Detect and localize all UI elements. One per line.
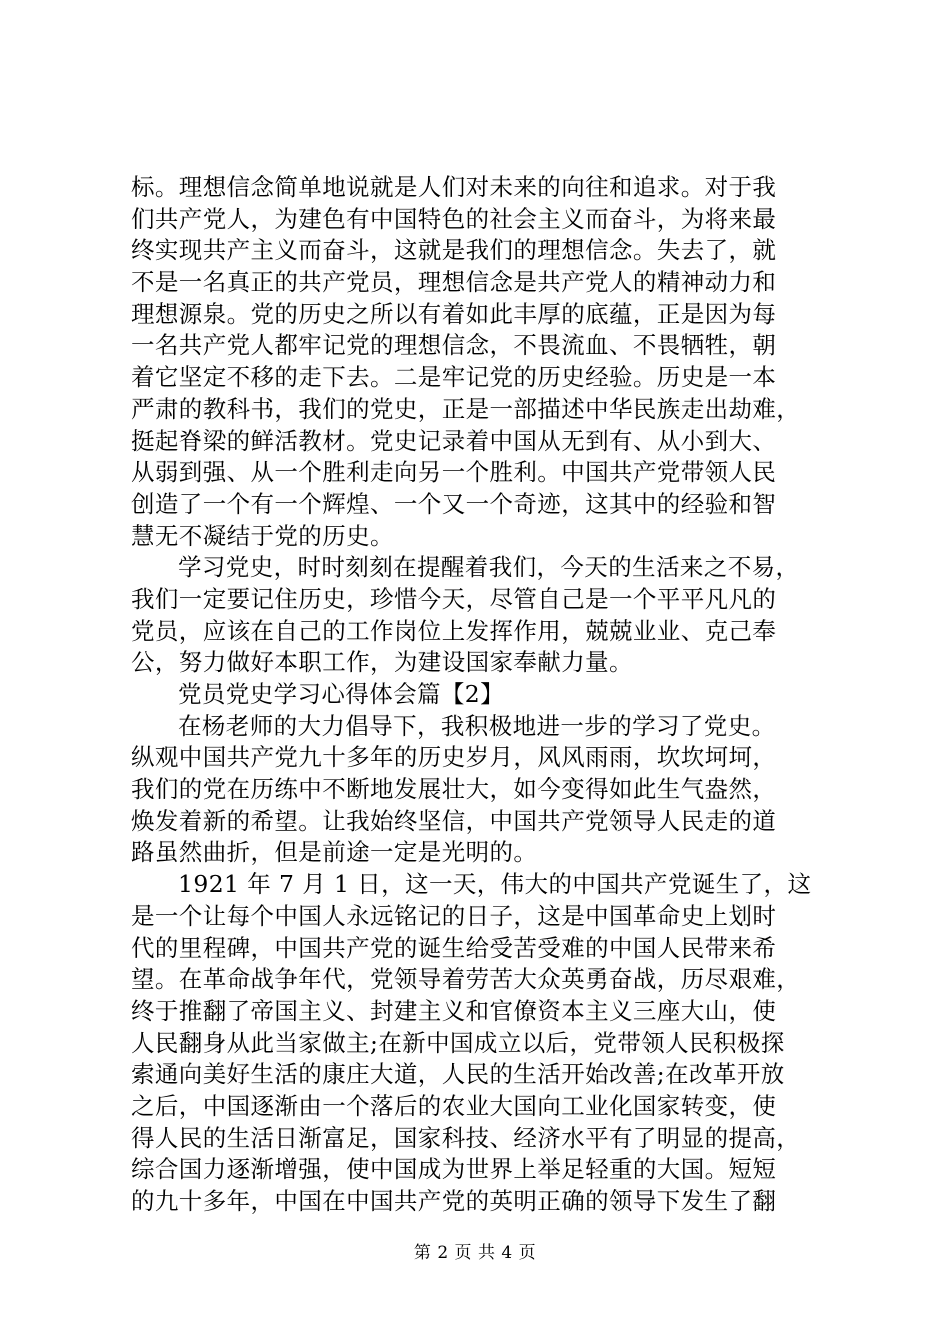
text-line: 党员党史学习心得体会篇【2】 — [178, 680, 505, 708]
text-line: 不是一名真正的共产党员，理想信念是共产党人的精神动力和 — [131, 268, 777, 297]
text-line: 着它坚定不移的走下去。二是牢记党的历史经验。历史是一本 — [131, 363, 777, 392]
text-line: 学习党史，时时刻刻在提醒着我们，今天的生活来之不易， — [178, 553, 800, 582]
text-line: 人民翻身从此当家做主;在新中国成立以后，党带领人民积极探 — [131, 1028, 785, 1057]
text-line: 创造了一个有一个辉煌、一个又一个奇迹，这其中的经验和智 — [131, 489, 777, 518]
text-line: 挺起脊梁的鲜活教材。党史记录着中国从无到有、从小到大、 — [131, 426, 777, 455]
text-line: 是一个让每个中国人永远铭记的日子，这是中国革命史上划时 — [131, 901, 777, 930]
text-line: 们共产党人，为建色有中国特色的社会主义而奋斗，为将来最 — [131, 204, 777, 233]
text-line: 理想源泉。党的历史之所以有着如此丰厚的底蕴，正是因为每 — [131, 299, 777, 328]
text-line: 公，努力做好本职工作，为建设国家奉献力量。 — [131, 648, 633, 677]
text-line: 从弱到强、从一个胜利走向另一个胜利。中国共产党带领人民 — [131, 458, 777, 487]
text-line: 代的里程碑，中国共产党的诞生给受苦受难的中国人民带来希 — [131, 933, 777, 962]
text-line: 1921 年 7 月 1 日，这一天，伟大的中国共产党诞生了，这 — [178, 870, 812, 899]
text-line: 综合国力逐渐增强，使中国成为世界上举足轻重的大国。短短 — [131, 1155, 777, 1184]
text-line: 慧无不凝结于党的历史。 — [131, 521, 394, 550]
text-line: 严肃的教科书，我们的党史，正是一部描述中华民族走出劫难， — [131, 394, 801, 423]
text-line: 标。理想信念简单地说就是人们对未来的向往和追求。对于我 — [131, 173, 777, 201]
text-line: 我们的党在历练中不断地发展壮大，如今变得如此生气盎然， — [131, 775, 777, 804]
text-line: 得人民的生活日渐富足，国家科技、经济水平有了明显的提高， — [131, 1123, 801, 1152]
text-line: 望。在革命战争年代，党领导着劳苦大众英勇奋战，历尽艰难， — [131, 965, 801, 994]
page-number-footer: 第 2 页 共 4 页 — [413, 1243, 537, 1263]
text-line: 之后，中国逐渐由一个落后的农业大国向工业化国家转变，使 — [131, 1091, 777, 1120]
text-line: 终于推翻了帝国主义、封建主义和官僚资本主义三座大山，使 — [131, 996, 777, 1025]
text-line: 一名共产党人都牢记党的理想信念，不畏流血、不畏牺牲，朝 — [131, 331, 777, 360]
text-line: 路虽然曲折，但是前途一定是光明的。 — [131, 838, 538, 867]
document-body — [131, 172, 831, 1218]
text-line: 终实现共产主义而奋斗，这就是我们的理想信念。失去了，就 — [131, 236, 777, 265]
text-line: 我们一定要记住历史，珍惜今天，尽管自己是一个平平凡凡的 — [131, 584, 777, 613]
text-line: 焕发着新的希望。让我始终坚信，中国共产党领导人民走的道 — [131, 806, 777, 835]
text-line: 索通向美好生活的康庄大道，人民的生活开始改善;在改革开放 — [131, 1060, 785, 1089]
text-line: 纵观中国共产党九十多年的历史岁月，风风雨雨，坎坎坷坷， — [131, 743, 777, 772]
text-line: 的九十多年，中国在中国共产党的英明正确的领导下发生了翻 — [131, 1187, 777, 1215]
text-line: 党员，应该在自己的工作岗位上发挥作用，兢兢业业、克己奉 — [131, 616, 777, 645]
text-line: 在杨老师的大力倡导下，我积极地进一步的学习了党史。 — [178, 711, 776, 740]
